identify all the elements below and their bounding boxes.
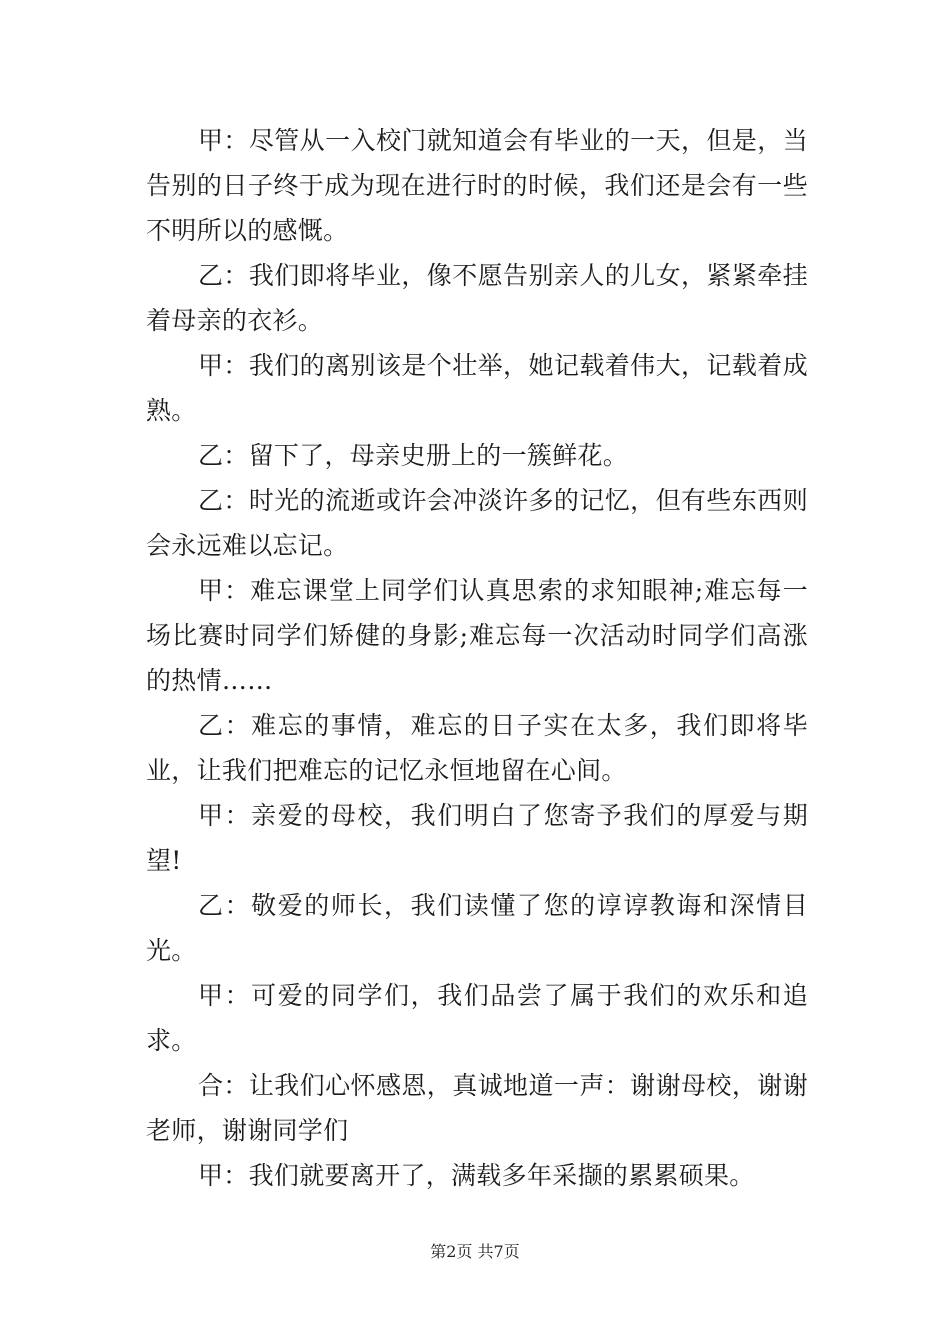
paragraph: 合：让我们心怀感恩，真诚地道一声：谢谢母校，谢谢老师，谢谢同学们 [146,1071,808,1145]
paragraph: 甲：我们的离别该是个壮举，她记载着伟大，记载着成熟。 [146,351,808,425]
paragraph: 乙：难忘的事情，难忘的日子实在太多，我们即将毕业，让我们把难忘的记忆永恒地留在心间。 [146,711,808,785]
paragraph: 甲：尽管从一入校门就知道会有毕业的一天，但是，当告别的日子终于成为现在进行时的时候，我们还是会有一些不明所以的感慨。 [146,126,808,245]
paragraph: 乙：留下了，母亲史册上的一簇鲜花。 [198,441,629,470]
paragraph: 乙：敬爱的师长，我们读懂了您的谆谆教诲和深情目光。 [146,891,808,965]
paragraph: 甲：亲爱的母校，我们明白了您寄予我们的厚爱与期望! [146,801,808,875]
paragraph: 乙：时光的流逝或许会冲淡许多的记忆，但有些东西则会永远难以忘记。 [146,486,808,560]
paragraph: 甲：可爱的同学们，我们品尝了属于我们的欢乐和追求。 [146,981,808,1055]
paragraph: 甲：我们就要离开了，满载多年采撷的累累硕果。 [198,1161,755,1190]
page-number-footer: 第2页 共7页 [430,1242,520,1261]
paragraph: 乙：我们即将毕业，像不愿告别亲人的儿女，紧紧牵挂着母亲的衣衫。 [146,261,808,335]
paragraph: 甲：难忘课堂上同学们认真思索的求知眼神;难忘每一场比赛时同学们矫健的身影;难忘每一次活动时同学们高涨的热情…… [146,576,808,695]
document-body [146,118,808,1198]
